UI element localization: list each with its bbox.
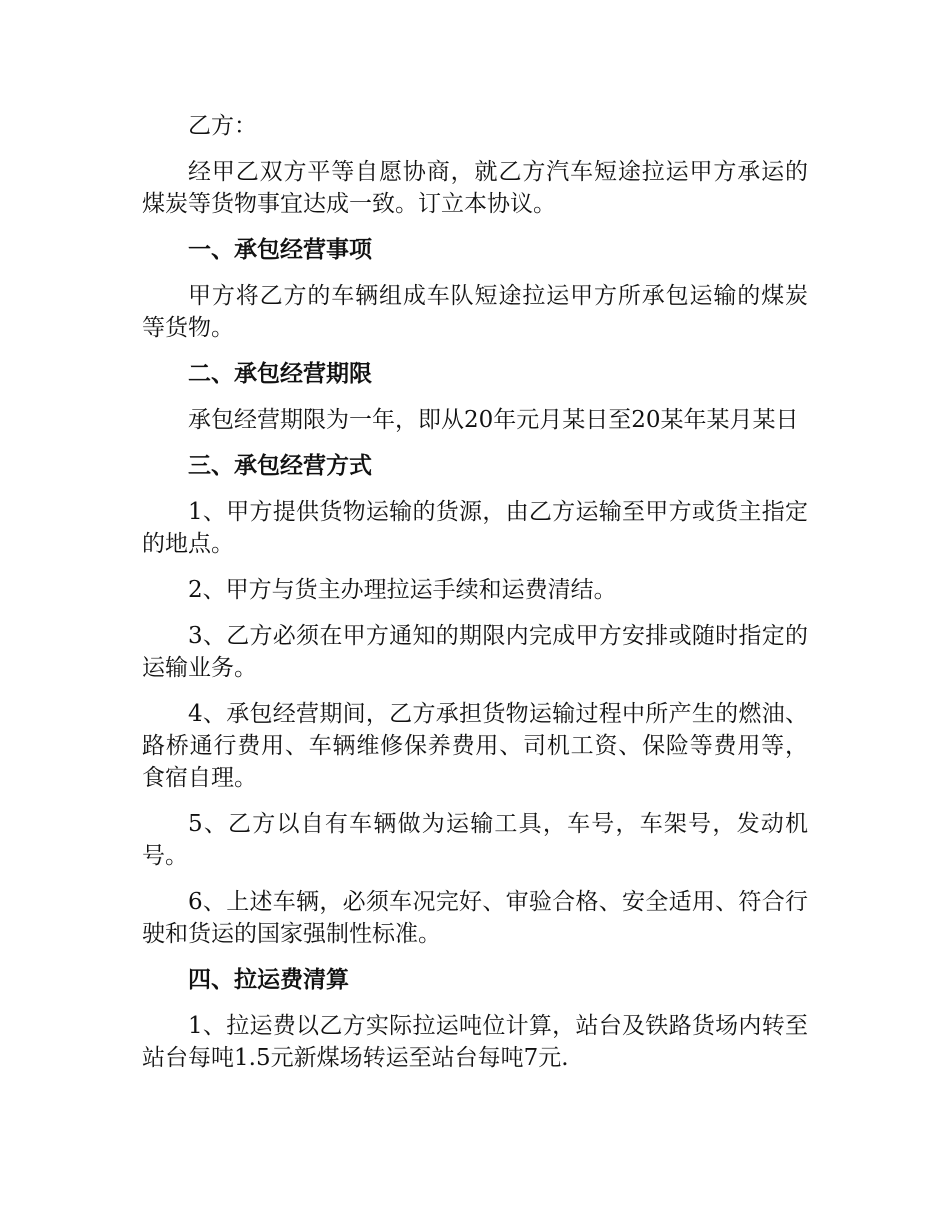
section-4-heading: 四、拉运费清算	[188, 967, 349, 993]
section-3-item-6: 6、上述车辆，必须车况完好、审验合格、安全适用、符合行驶和货运的国家强制性标准。	[142, 889, 808, 947]
section-3-item-5: 5、乙方以自有车辆做为运输工具，车号，车架号，发动机号。	[142, 811, 808, 869]
section-1-heading: 一、承包经营事项	[188, 237, 372, 263]
section-4-item-1: 1、拉运费以乙方实际拉运吨位计算，站台及铁路货场内转至站台每吨1.5元新煤场转运至站台每吨7元.	[142, 1013, 808, 1071]
party-b-line: 乙方：	[188, 113, 257, 139]
section-3-item-4: 4、承包经营期间，乙方承担货物运输过程中所产生的燃油、路桥通行费用、车辆维修保养费用、司机工资、保险等费用等，食宿自理。	[142, 701, 808, 791]
section-1-paragraph: 甲方将乙方的车辆组成车队短途拉运甲方所承包运输的煤炭等货物。	[142, 283, 808, 341]
section-3-heading: 三、承包经营方式	[188, 453, 372, 479]
section-3-item-3: 3、乙方必须在甲方通知的期限内完成甲方安排或随时指定的运输业务。	[142, 623, 808, 681]
preamble-paragraph: 经甲乙双方平等自愿协商，就乙方汽车短途拉运甲方承运的煤炭等货物事宜达成一致。订立本协议。	[142, 159, 808, 217]
section-2-heading: 二、承包经营期限	[188, 361, 372, 387]
section-3-item-2: 2、甲方与货主办理拉运手续和运费清结。	[188, 577, 617, 603]
section-2-paragraph: 承包经营期限为一年，即从20年元月某日至20某年某月某日	[188, 407, 799, 433]
section-3-item-1: 1、甲方提供货物运输的货源，由乙方运输至甲方或货主指定的地点。	[142, 499, 808, 557]
